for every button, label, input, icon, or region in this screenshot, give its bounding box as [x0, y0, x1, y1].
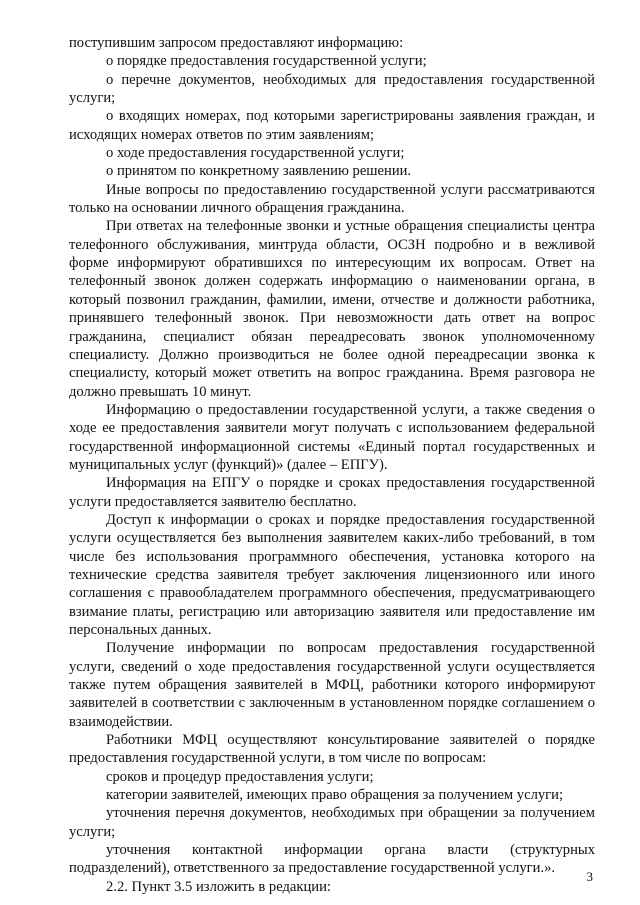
- paragraph: 2.2. Пункт 3.5 изложить в редакции:: [106, 878, 331, 895]
- paragraph: о порядке предоставления государственной услуги;: [106, 53, 427, 70]
- paragraph: Получение информации по вопросам предоставления государственной услуги, сведений о ходе предоставления государственной услуги осуществляется также путем обращения заявителей в МФЦ, работники которого информируют заявителей в соответствии с заключенным в установленном порядке соглашением о взаимодействии.: [69, 640, 595, 730]
- paragraph: Информацию о предоставлении государственной услуги, а также сведения о ходе ее предоставления заявители могут получать с использованием федеральной государственной информационной системы «Единый портал государственных и муниципальных услуг (функций)» (далее – ЕПГУ).: [69, 401, 595, 473]
- page-number: 3: [586, 869, 593, 884]
- paragraph: Иные вопросы по предоставлению государственной услуги рассматриваются только на основании личного обращения гражданина.: [69, 181, 595, 217]
- paragraph: Доступ к информации о сроках и порядке предоставления государственной услуги осуществляется без выполнения заявителем каких-либо требований, в том числе без использования программного обеспечения, установка которого на технические средства заявителя требует заключения лицензионного или иного соглашения с правообладателем программного обеспечения, предусматривающего взимание платы, регистрацию или авторизацию заявителя или предоставление им персональных данных.: [69, 511, 595, 638]
- paragraph: категории заявителей, имеющих право обращения за получением услуги;: [106, 787, 564, 804]
- paragraph: При ответах на телефонные звонки и устные обращения специалисты центра телефонного обслуживания, минтруда области, ОСЗН подробно и в вежливой форме информируют обратившихся по интересующим их вопросам. Ответ на телефонный звонок должен содержать информацию о наименовании органа, в который позвонил гражданин, фамилии, имени, отчестве и должности работника, принявшего телефонный звонок. При невозможности дать ответ на вопрос гражданина, специалист обязан переадресовать звонок уполномоченному специалисту. Должно производиться не более одной переадресации звонка к специалисту, который может ответить на вопрос гражданина. Время разговора не должно превышать 10 минут.: [69, 218, 595, 400]
- paragraph: Информация на ЕПГУ о порядке и сроках предоставления государственной услуги предоставляется заявителю бесплатно.: [69, 475, 595, 510]
- paragraph: уточнения перечня документов, необходимых при обращении за получением услуги;: [69, 805, 595, 840]
- paragraph: о ходе предоставления государственной услуги;: [106, 145, 405, 162]
- paragraph: о принятом по конкретному заявлению решении.: [106, 163, 412, 180]
- paragraph: о перечне документов, необходимых для предоставления государственной услуги;: [69, 71, 595, 107]
- paragraph: сроков и процедур предоставления услуги;: [106, 768, 374, 785]
- paragraph: Работники МФЦ осуществляют консультирование заявителей о порядке предоставления государственной услуги, в том числе по вопросам:: [69, 732, 595, 767]
- document-body: [69, 34, 595, 896]
- paragraph: о входящих номерах, под которыми зарегистрированы заявления граждан, и исходящих номерах ответов по этим заявлениям;: [69, 108, 595, 143]
- paragraph: уточнения контактной информации органа власти (структурных подразделений), ответственного за предоставление государственной услуги.».: [69, 842, 595, 877]
- paragraph: поступившим запросом предоставляют информацию:: [69, 35, 404, 51]
